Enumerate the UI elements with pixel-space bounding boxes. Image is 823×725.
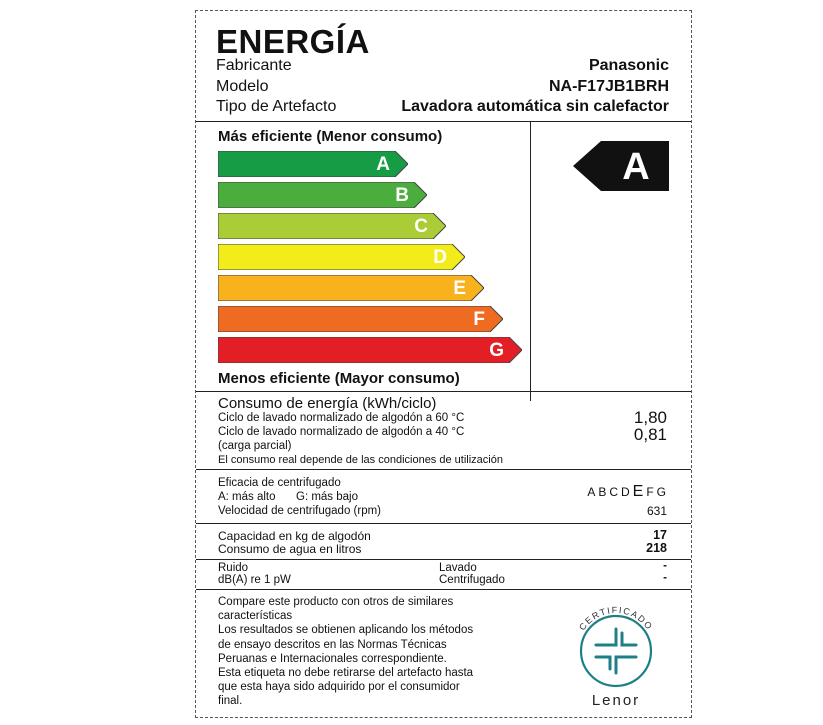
energy-class-rating (573, 141, 669, 191)
spin-speed-label: Velocidad de centrifugado (rpm) (218, 505, 382, 517)
noise-spin-value: - (663, 572, 667, 584)
efficiency-bar-e (218, 275, 484, 301)
cycle-40-label: Ciclo de lavado normalizado de algodón a 40 °C (218, 426, 465, 438)
efficiency-bar-letter: A (376, 154, 390, 175)
label-title: ENERGÍA (216, 23, 370, 60)
water-consumption-value: 218 (646, 541, 667, 555)
noise-spin-label: Centrifugado (439, 574, 505, 586)
footer-line: Peruanas e Internacionales correspondiente. (218, 652, 447, 665)
efficiency-bar-letter: B (395, 185, 409, 206)
capacity-value: 17 (653, 528, 667, 542)
footer-line: Esta etiqueta no debe retirarse del artefacto hasta (218, 667, 474, 680)
efficiency-bar-letter: D (433, 247, 447, 268)
column-divider (530, 121, 531, 401)
divider (196, 559, 691, 560)
footer-line: Compare este producto con otros de similares (218, 596, 454, 608)
manufacturer-label: Fabricante (216, 57, 292, 74)
manufacturer-value: Panasonic (588, 57, 669, 74)
spin-scale-before: ABCD (587, 485, 633, 499)
footer-line: de ensayo descritos en las Normas Técnicas (218, 638, 447, 651)
spin-speed-value: 631 (646, 504, 667, 518)
efficiency-bar-letter: C (414, 216, 428, 237)
cycle-60-value: 1,80 (633, 408, 667, 427)
spin-efficiency-scale (587, 483, 669, 501)
noise-label: Ruido (218, 562, 249, 574)
noise-unit: dB(A) re 1 pW (218, 574, 291, 586)
noise-wash-value: - (663, 560, 667, 572)
efficiency-bar-b (218, 182, 427, 208)
efficiency-bar-a (218, 151, 408, 177)
stamp-arc-text: CERTIFICADO (577, 604, 655, 633)
spin-range-low: G: más bajo (296, 491, 358, 503)
noise-wash-label: Lavado (439, 562, 477, 574)
divider (196, 523, 691, 524)
certification-stamp (566, 599, 666, 711)
divider (196, 391, 691, 392)
energy-consumption-heading: Consumo de energía (kWh/ciclo) (218, 395, 437, 412)
footer-line: que esta haya sido adquirido por el consumidor (218, 681, 460, 694)
efficiency-bar-g (218, 337, 522, 363)
stamp-brand-text: Lenor (591, 692, 641, 709)
spin-scale-after: FG (646, 485, 669, 499)
spin-efficiency-label: Eficacia de centrifugado (218, 477, 341, 489)
divider (196, 121, 691, 122)
efficiency-bar-f (218, 306, 503, 332)
rating-letter: A (622, 146, 650, 188)
lenor-certified-icon (566, 599, 666, 711)
footer-text (218, 595, 473, 709)
appliance-type-label: Tipo de Artefacto (216, 98, 337, 115)
efficiency-bar-d (218, 244, 465, 270)
model-label: Modelo (216, 78, 269, 95)
spin-range-high: A: más alto (218, 491, 276, 503)
efficiency-bar-c (218, 213, 446, 239)
efficiency-bar-letter: G (489, 340, 504, 361)
real-consumption-note: El consumo real depende de las condiciones de utilización (218, 454, 503, 466)
cycle-40-value: 0,81 (633, 425, 667, 444)
divider (196, 469, 691, 470)
efficiency-bar-letter: F (473, 309, 485, 330)
most-efficient-caption: Más eficiente (Menor consumo) (218, 128, 443, 145)
appliance-type-value: Lavadora automática sin calefactor (401, 98, 669, 115)
energy-label (195, 10, 692, 718)
capacity-label: Capacidad en kg de algodón (218, 529, 371, 543)
model-value: NA-F17JB1BRH (548, 78, 669, 95)
partial-load-note: (carga parcial) (218, 440, 292, 452)
cycle-60-label: Ciclo de lavado normalizado de algodón a 60 °C (218, 412, 465, 424)
spin-scale-selected: E (632, 483, 647, 500)
footer-line: final. (218, 695, 243, 708)
divider (196, 589, 691, 590)
cross-symbol-icon (596, 629, 636, 673)
water-consumption-label: Consumo de agua en litros (218, 542, 362, 556)
footer-line: Los resultados se obtienen aplicando los métodos (218, 624, 474, 637)
least-efficient-caption: Menos eficiente (Mayor consumo) (218, 370, 460, 387)
footer-line: características (218, 610, 293, 623)
efficiency-bar-letter: E (453, 278, 466, 299)
